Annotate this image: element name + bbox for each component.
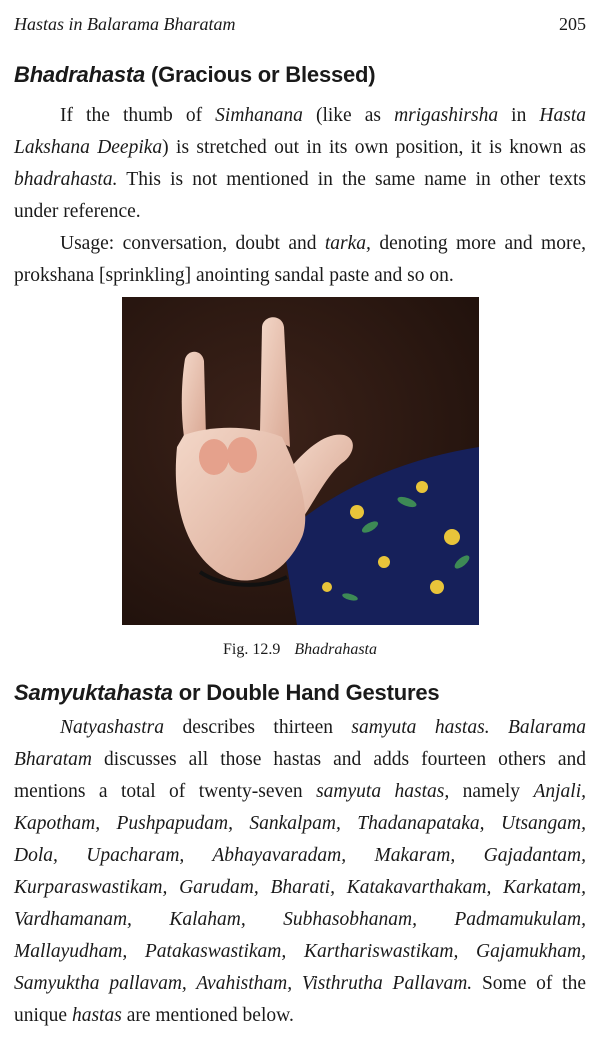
text-run: namely — [449, 781, 534, 802]
italic-term: Balarama Bharatam — [14, 717, 587, 770]
italic-term: bhadrahasta. — [14, 169, 118, 190]
paragraph — [14, 712, 586, 1032]
section-heading-bhadrahasta — [14, 62, 375, 88]
text-run: Usage: conversation, doubt and — [60, 233, 325, 254]
page-number: 205 — [559, 14, 586, 34]
text-run: denoting more and more, prokshana [sprinkling] anointing sandal paste and so on. — [14, 233, 586, 286]
italic-term: Simhanana — [215, 105, 303, 126]
running-title: Hastas in Balarama Bharatam — [14, 14, 236, 34]
text-run — [490, 717, 508, 738]
heading-term: Bhadrahasta — [14, 62, 146, 87]
text-run: are mentioned below. — [121, 1005, 294, 1026]
paragraph — [14, 100, 586, 228]
figure-caption — [0, 641, 600, 659]
section-body-samyuktahasta — [14, 712, 586, 1032]
heading-rest: or Double Hand Gestures — [172, 680, 440, 705]
italic-term: samyuta hastas. — [351, 717, 490, 738]
figure-label: Fig. 12.9 — [222, 641, 281, 658]
text-run: in — [498, 105, 540, 126]
italic-term: tarka, — [324, 233, 371, 254]
text-run: If the thumb of — [60, 105, 216, 126]
text-run: discusses all those hastas and adds fourteen others and mentions a total of twenty-seven — [14, 749, 586, 802]
section-body-bhadrahasta — [14, 100, 586, 292]
running-head — [14, 14, 586, 35]
figure-photo — [122, 297, 479, 625]
italic-term: Natyashastra — [60, 717, 165, 738]
section-heading-samyuktahasta — [14, 680, 439, 706]
italic-term: Anjali, Kapotham, Pushpapudam, Sankalpam, Thadanapataka, Utsangam, Dola, Upacharam, Abhayavaradam, Makaram, Gajadantam, Kurparaswastikam, Garudam, Bharati, Katakavarthakam, Karkatam, Vardhamanam, Kalaham, Subhasobhanam, Padmamukulam, Mallayudham, Patakaswastikam, Karthariswastikam, Gajamukham, Samyuktha pallavam, Avahistham, Visthrutha Pallavam. — [14, 781, 587, 994]
heading-term: Samyuktahasta — [14, 680, 173, 705]
italic-term: samyuta hastas, — [316, 781, 450, 802]
italic-term: Hasta Lakshana Deepika — [14, 105, 586, 158]
text-run: Some of the unique — [14, 973, 587, 1026]
paragraph — [14, 228, 586, 292]
text-run: ) is stretched out in its own position, it is known as — [162, 137, 586, 158]
text-run: describes thirteen — [164, 717, 352, 738]
italic-term: mrigashirsha — [394, 105, 499, 126]
hand-gesture-illustration — [122, 297, 479, 625]
italic-term: hastas — [71, 1005, 122, 1026]
figure-name: Bhadrahasta — [294, 641, 377, 658]
text-run: (like as — [302, 105, 395, 126]
heading-rest: (Gracious or Blessed) — [145, 62, 376, 87]
text-run: This is not mentioned in the same name in other texts under reference. — [14, 169, 586, 222]
